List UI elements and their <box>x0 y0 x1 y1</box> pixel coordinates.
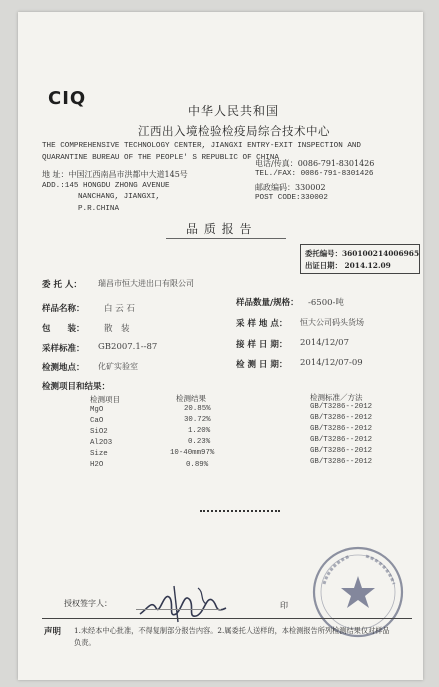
tel-cn: 电话/传真：0086-791-8301426 <box>255 159 375 168</box>
sample-qty-label: 样品数量/规格： <box>236 298 299 308</box>
row-method: GB/T3286--2012 <box>310 403 373 411</box>
issue-date: 出证日期： 2014.12.09 <box>305 261 391 270</box>
results-label: 检测项目和结果： <box>42 382 111 392</box>
row-method: GB/T3286--2012 <box>310 447 373 455</box>
test-place-label: 检测地点： <box>42 363 85 373</box>
row-item: CaO <box>90 417 104 425</box>
row-result: 10-40mm97% <box>170 449 215 457</box>
site-value: 恒大公司码头货场 <box>300 318 364 327</box>
sample-name-label: 样品名称： <box>42 304 85 314</box>
sample-qty-value: -6500-吨 <box>308 298 344 308</box>
entrust-number: 委托编号：360100214006965 <box>305 249 420 258</box>
standard-value: GB2007.1--87 <box>98 342 158 352</box>
address-cn: 地 址：中国江西南昌市洪都中大道145号 <box>42 170 188 179</box>
test-date-value: 2014/12/07-09 <box>300 358 363 368</box>
postcode-cn: 邮政编码：330002 <box>255 183 326 192</box>
footer-rule <box>42 618 412 619</box>
test-date-label: 检 测 日 期： <box>236 360 288 370</box>
country-title: 中华人民共和国 <box>188 104 280 118</box>
center-title-en-1: THE COMPREHENSIVE TECHNOLOGY CENTER, JIANGXI ENTRY-EXIT INSPECTION AND <box>42 142 361 150</box>
row-result: 30.72% <box>184 416 211 424</box>
col-header-item: 检测项目 <box>90 395 120 404</box>
declaration-line-1: 1.未经本中心批准，不得复制部分报告内容。2.属委托人送样的，本检测报告所列检测结果仅对样品 <box>74 626 390 635</box>
row-item: MgO <box>90 406 104 414</box>
address-en-3: P.R.CHINA <box>78 205 120 213</box>
packing-value: 散 装 <box>104 324 130 334</box>
report-title: 品 质 报 告 <box>186 222 253 236</box>
client-label: 委 托 人： <box>42 280 82 290</box>
center-title-en-2: QUARANTINE BUREAU OF THE PEOPLE' S REPUBLIC OF CHINA <box>42 154 279 162</box>
address-en-1: ADD.:145 HONGDU ZHONG AVENUE <box>42 182 170 190</box>
standard-label: 采样标准： <box>42 344 85 354</box>
test-place-value: 化矿实验室 <box>98 362 138 371</box>
row-method: GB/T3286--2012 <box>310 414 373 422</box>
col-header-result: 检测结果 <box>176 394 206 403</box>
row-method: GB/T3286--2012 <box>310 458 373 466</box>
site-label: 采 样 地 点： <box>236 319 288 329</box>
row-result: 0.23% <box>188 438 211 446</box>
row-item: SiO2 <box>90 428 108 436</box>
row-result: 20.85% <box>184 405 211 413</box>
seal-label: 印 <box>280 601 288 610</box>
postcode-en: POST CODE:330002 <box>255 194 328 202</box>
signer-label: 授权签字人： <box>64 599 112 608</box>
end-dotted-line <box>200 510 280 512</box>
entrust-box <box>300 244 420 274</box>
title-underline <box>166 238 286 239</box>
row-item: H2O <box>90 461 104 469</box>
tel-en: TEL./FAX: 0086-791-8301426 <box>255 170 374 178</box>
row-method: GB/T3286--2012 <box>310 436 373 444</box>
ciq-logo: CIQ <box>48 88 87 109</box>
recv-date-value: 2014/12/07 <box>300 338 349 348</box>
row-result: 0.89% <box>186 461 209 469</box>
signature-line <box>136 609 221 610</box>
row-result: 1.20% <box>188 427 211 435</box>
recv-date-label: 接 样 日 期： <box>236 340 288 350</box>
center-title-cn: 江西出入境检验检疫局综合技术中心 <box>138 124 330 138</box>
report-paper <box>18 12 423 680</box>
sample-name-value: 白 云 石 <box>104 304 135 314</box>
row-method: GB/T3286--2012 <box>310 425 373 433</box>
row-item: Al2O3 <box>90 439 113 447</box>
declaration-line-2: 负责。 <box>74 638 96 647</box>
client-value: 瑞昌市恒大进出口有限公司 <box>98 279 194 288</box>
address-en-2: NANCHANG, JIANGXI, <box>78 193 161 201</box>
declaration-label: 声明 <box>44 627 62 637</box>
col-header-method: 检测标准／方法 <box>310 393 363 402</box>
packing-label: 包 装： <box>42 324 85 334</box>
row-item: Size <box>90 450 108 458</box>
